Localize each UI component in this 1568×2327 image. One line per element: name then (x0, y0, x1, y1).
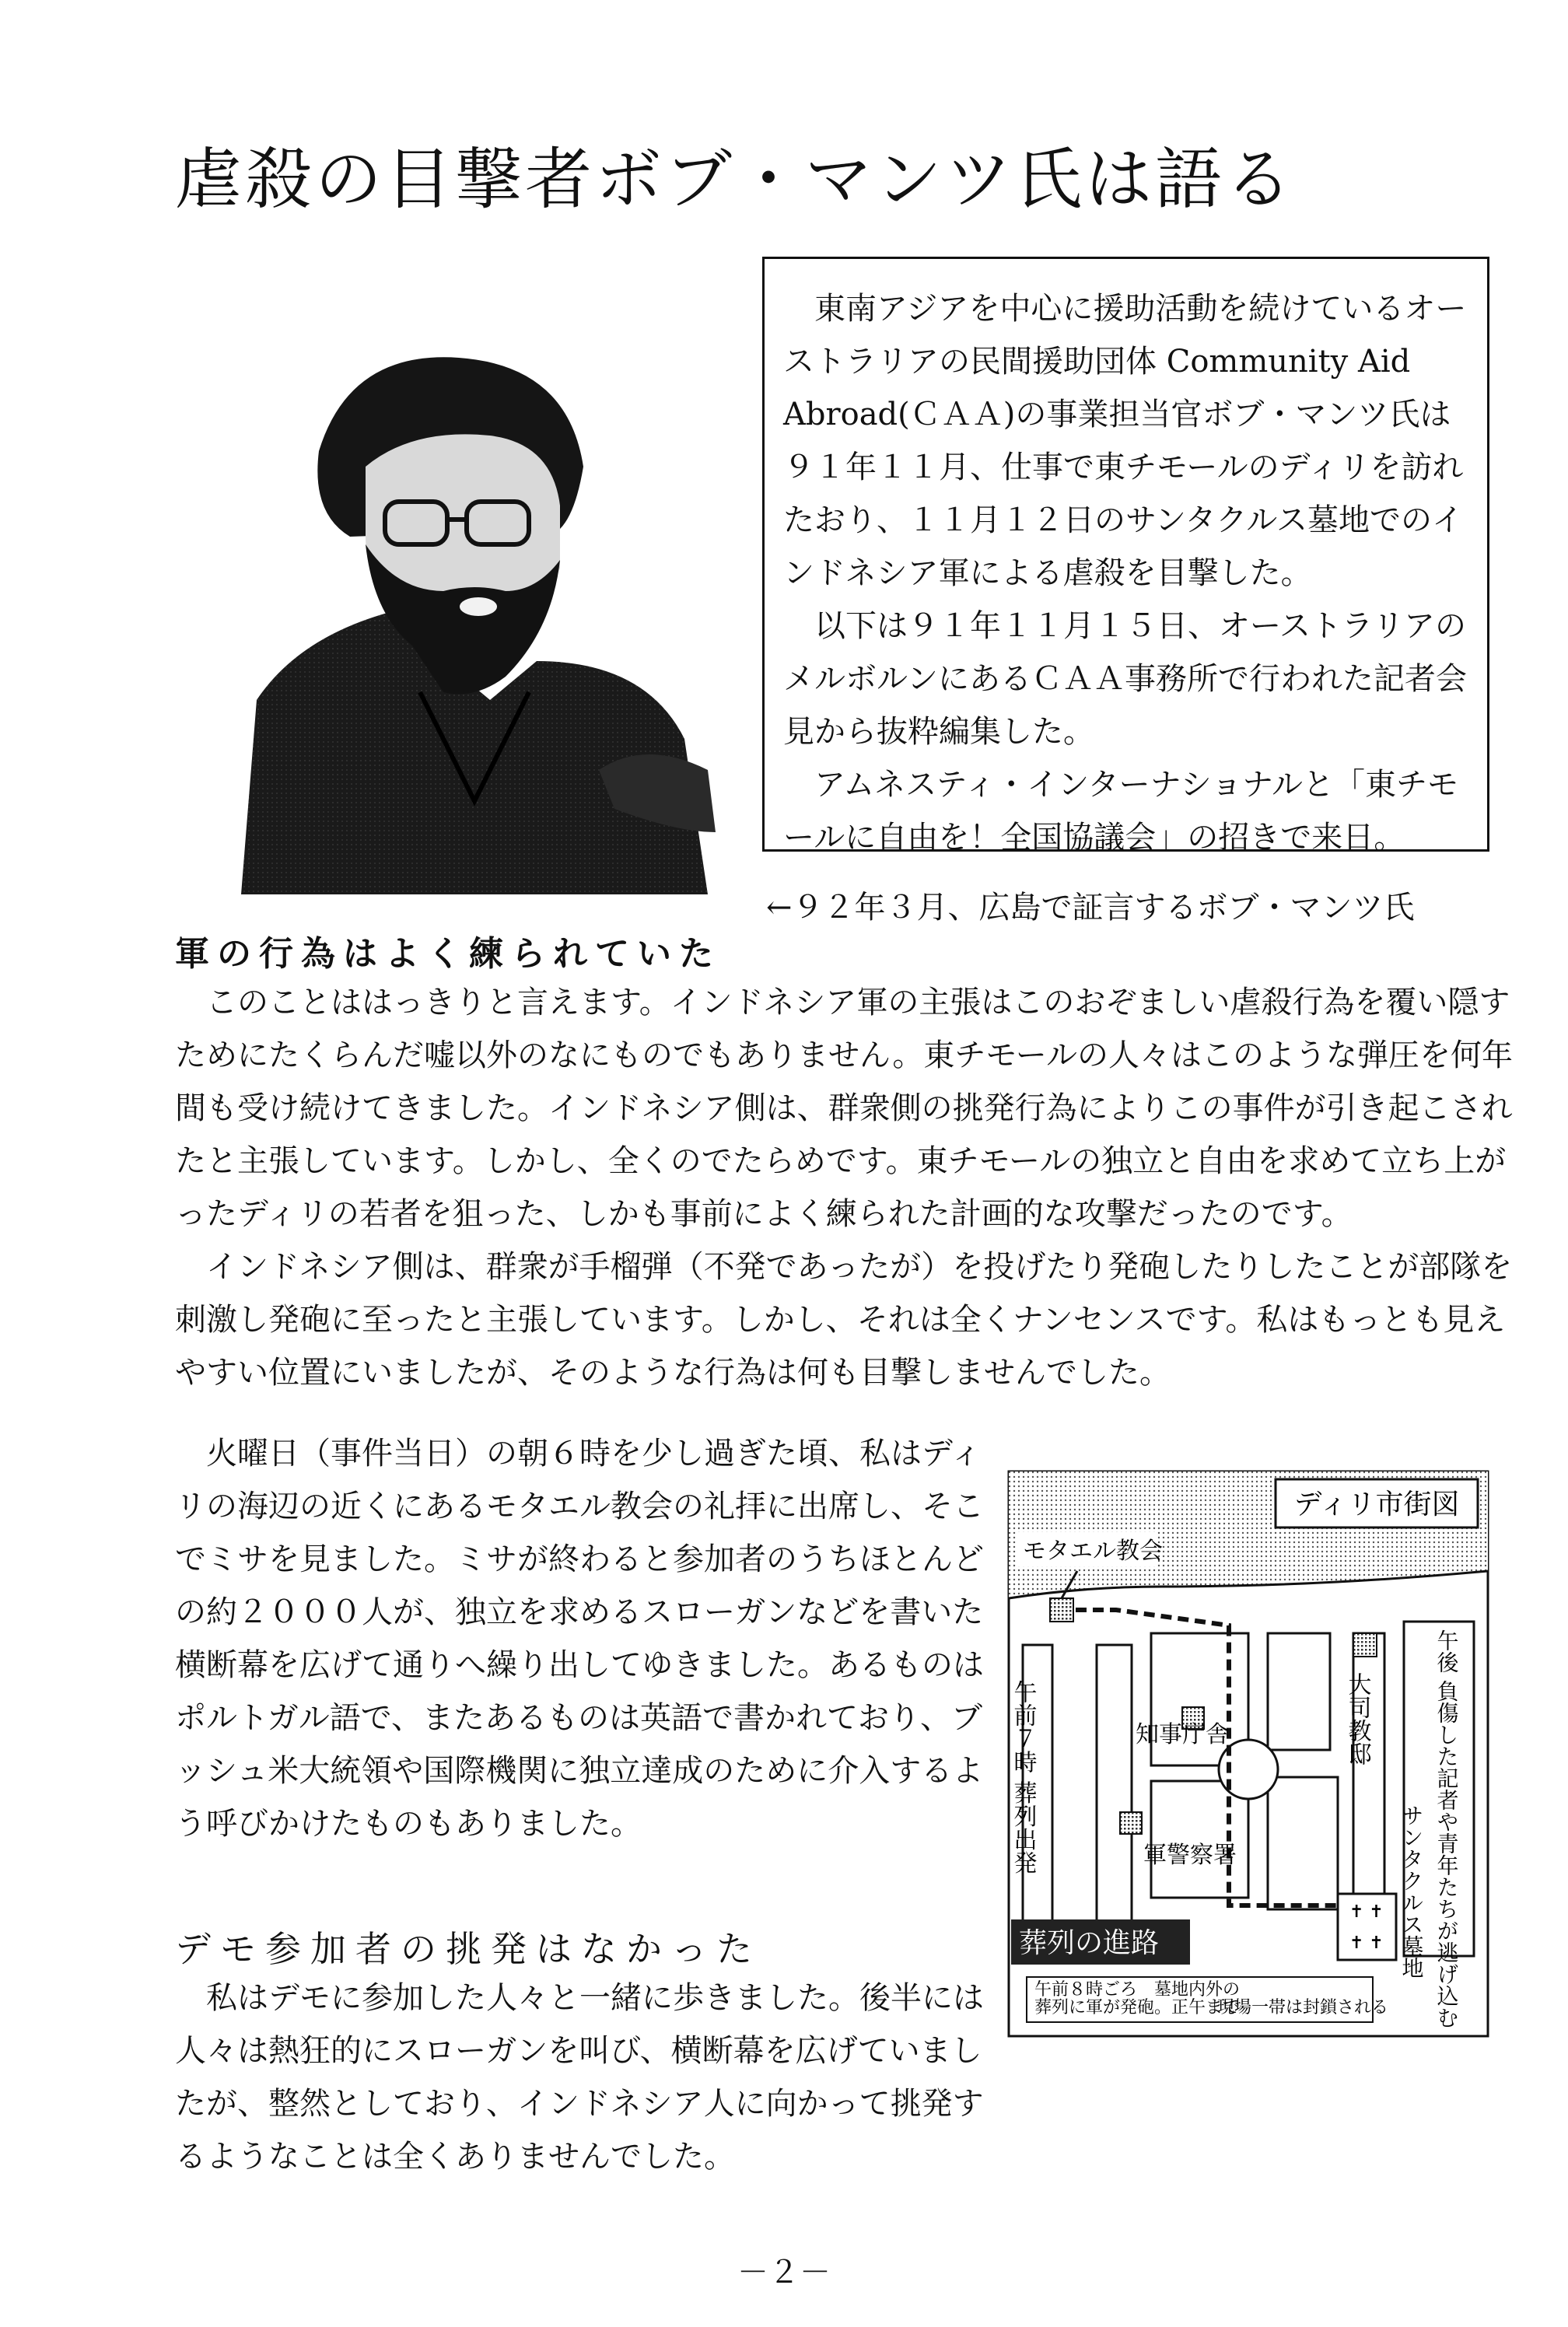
body-paragraph: インドネシア側は、群衆が手榴弾（不発であったが）を投げたり発砲したりしたことが部隊を刺激し発砲に至ったと主張しています。しかし、それは全くナンセンスです。私はもっとも見えやすい位置にいましたが、そのような行為は何も目撃しませんでした。 (175, 1249, 1513, 1391)
photo-caption: ←９２年３月、広島で証言するボブ・マンツ氏 (766, 890, 1415, 926)
intro-box (762, 257, 1489, 856)
body-paragraph: このことははっきりと言えます。インドネシア軍の主張はこのおぞましい虐殺行為を覆い隠すためにたくらんだ嘘以外のなにものでもありません。東チモールの人々はこのような弾圧を何年間も受け続けてきました。インドネシア側は、群衆側の挑発行為によりこの事件が引き起こされたと主張しています。しかし、全くのでたらめです。東チモールの独立と自由を求めて立ち上がったディリの若者を狙った、しかも事前によく練られた計画的な攻撃だったのです。 (175, 985, 1513, 1232)
section-body (175, 1972, 984, 2183)
map-title: ディリ市街図 (1293, 1489, 1460, 1520)
note-line: 午前８時ごろ 墓地内外の (1034, 1980, 1241, 2000)
note-line: 現場一帯は封鎖される (1217, 1998, 1389, 2017)
portrait-illustration (210, 334, 747, 894)
section-body-narrow (175, 1427, 984, 1850)
bishop-building (1353, 1633, 1377, 1657)
intro-paragraph: 以下は９１年１１月１５日、オーストラリアのメルボルンにあるＣＡＡ事務所で行われた記者会見から抜粋編集した。 (783, 608, 1467, 750)
church-label: モタエル教会 (1023, 1538, 1163, 1565)
section-heading: 軍の行為はよく練られていた (175, 934, 721, 974)
route-label: 葬列の進路 (1019, 1927, 1160, 1959)
governor-label: 知事庁舎 (1136, 1721, 1229, 1748)
dili-map (1007, 1470, 1489, 2038)
page-title: 虐殺の目撃者ボブ・マンツ氏は語る (175, 141, 1295, 219)
police-label: 軍警察署 (1143, 1842, 1237, 1869)
intro-paragraph: アムネスティ・インターナショナルと「東チモールに自由を！全国協議会」の招きで来日。 (783, 767, 1458, 856)
portrait-photo (210, 334, 747, 894)
body-paragraph: 私はデモに参加した人々と一緒に歩きました。後半には人々は熱狂的にスローガンを叫び、横断幕を広げていましたが、整然としており、インドネシア人に向かって挑発するようなことは全くありませんでした。 (175, 1980, 984, 2175)
svg-text:✝ ✝: ✝ ✝ (1349, 1933, 1384, 1953)
note-line: 葬列に軍が発砲。正午まで (1034, 1998, 1241, 2017)
section-heading: デモ参加者の挑発はなかった (175, 1928, 761, 1970)
body-paragraph: 火曜日（事件当日）の朝６時を少し過ぎた頃、私はディリの海辺の近くにあるモタエル教会の礼拝に出席し、そこでミサを見ました。ミサが終わると参加者のうちほとんどの約２０００人が、独立を求めるスローガンなどを書いた横断幕を広げて通りへ繰り出してゆきました。あるものはポルトガル語で、またあるものは英語で書かれており、ブッシュ米大統領や国際機関に独立達成のために介入するよう呼びかけたものもありました。 (175, 1436, 984, 1842)
church-building (1050, 1598, 1073, 1622)
morning-label: 午前７時 葬列出発 (1009, 1680, 1037, 1874)
bishop-label: 大司教邸 (1343, 1672, 1371, 1765)
svg-text:✝ ✝: ✝ ✝ (1349, 1902, 1384, 1922)
intro-paragraph: 東南アジアを中心に援助活動を続けているオーストラリアの民間援助団体 Community Aid Abroad(ＣＡＡ)の事業担当官ボブ・マンツ氏は９１年１１月、仕事で東チモールのディリを訪れたおり、１１月１２日のサンタクルス墓地でのインドネシア軍による虐殺を目撃した。 (783, 291, 1467, 591)
page-number: －２－ (737, 2255, 831, 2290)
section-body (175, 976, 1521, 1399)
police-building (1120, 1812, 1142, 1834)
cemetery-label: サンタクルス墓地 (1398, 1804, 1425, 1979)
afternoon-label: 午後 負傷した記者や青年たちが逃げ込む (1433, 1629, 1460, 2028)
